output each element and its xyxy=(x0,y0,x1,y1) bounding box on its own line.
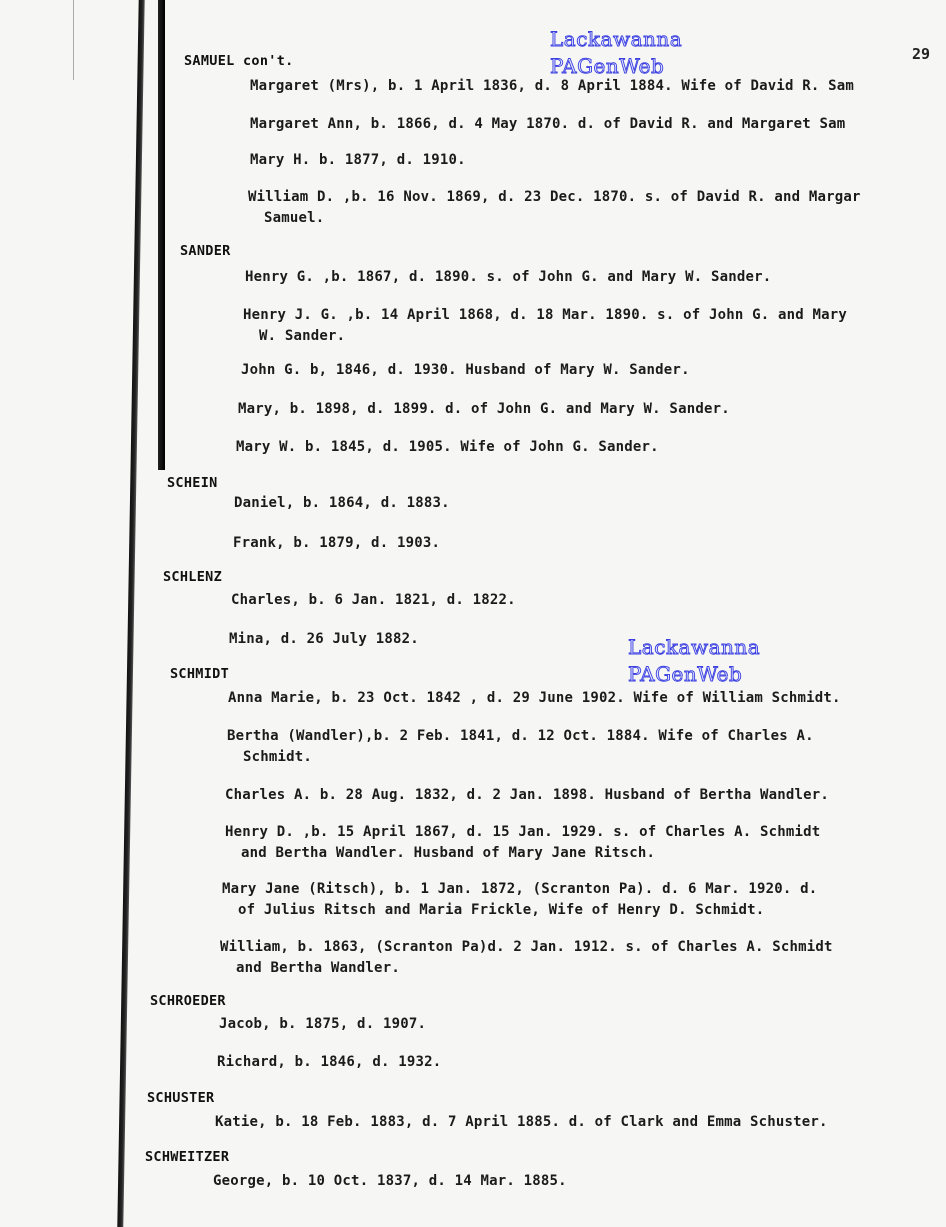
watermark-middle xyxy=(628,634,760,688)
entry-continuation: Schmidt. xyxy=(243,749,313,765)
entry xyxy=(225,822,820,864)
entry-continuation: and Bertha Wandler. Husband of Mary Jane Ritsch. xyxy=(241,845,656,861)
watermark-line1: Lackawanna xyxy=(550,27,683,51)
entry xyxy=(250,114,845,135)
entry xyxy=(250,76,854,97)
watermark-line2: PAGenWeb xyxy=(550,54,665,78)
entry xyxy=(225,785,829,806)
watermark-top xyxy=(550,26,682,80)
binding-edge xyxy=(117,0,144,1227)
entry xyxy=(217,1052,441,1073)
entry-line: Margaret Ann, b. 1866, d. 4 May 1870. d. of David R. and Margaret Sam xyxy=(250,116,846,132)
entry-line: Bertha (Wandler),b. 2 Feb. 1841, d. 12 Oct. 1884. Wife of Charles A. xyxy=(227,728,814,744)
entry-line: Mary W. b. 1845, d. 1905. Wife of John G. Sander. xyxy=(236,439,659,455)
entry-line: Henry D. ,b. 15 April 1867, d. 15 Jan. 1929. s. of Charles A. Schmidt xyxy=(225,824,821,840)
entry xyxy=(250,150,466,171)
entry xyxy=(222,879,817,921)
entry xyxy=(228,688,841,709)
entry xyxy=(245,267,771,288)
entry xyxy=(238,399,730,420)
surname-heading: SCHUSTER xyxy=(147,1090,215,1106)
surname-heading: SCHLENZ xyxy=(163,569,222,585)
entry-line: Mina, d. 26 July 1882. xyxy=(229,631,419,647)
binding-edge-upper xyxy=(158,0,165,470)
entry-line: Mary Jane (Ritsch), b. 1 Jan. 1872, (Scranton Pa). d. 6 Mar. 1920. d. xyxy=(222,881,818,897)
entry xyxy=(231,590,516,611)
entry-line: Mary, b. 1898, d. 1899. d. of John G. and Mary W. Sander. xyxy=(238,401,730,417)
surname-heading: SCHMIDT xyxy=(170,666,229,682)
entry-continuation: of Julius Ritsch and Maria Frickle, Wife of Henry D. Schmidt. xyxy=(238,902,765,918)
entry xyxy=(248,187,861,229)
entry-line: William D. ,b. 16 Nov. 1869, d. 23 Dec. 1870. s. of David R. and Margar xyxy=(248,189,861,205)
entry xyxy=(236,437,659,458)
surname-heading: SANDER xyxy=(180,243,231,259)
entry-line: Anna Marie, b. 23 Oct. 1842 , d. 29 June 1902. Wife of William Schmidt. xyxy=(228,690,841,706)
entry xyxy=(234,493,450,514)
entry xyxy=(243,305,847,347)
watermark-line2: PAGenWeb xyxy=(628,662,743,686)
entry-line: George, b. 10 Oct. 1837, d. 14 Mar. 1885. xyxy=(213,1173,567,1189)
surname-heading: SCHWEITZER xyxy=(145,1149,230,1165)
entry xyxy=(215,1112,828,1133)
entry xyxy=(229,629,419,650)
entry-continuation: and Bertha Wandler. xyxy=(236,960,400,976)
watermark-line1: Lackawanna xyxy=(628,635,761,659)
entry-line: John G. b, 1846, d. 1930. Husband of Mary W. Sander. xyxy=(241,362,690,378)
entry xyxy=(227,726,814,768)
entry-line: Daniel, b. 1864, d. 1883. xyxy=(234,495,450,511)
entry-continuation: Samuel. xyxy=(264,210,325,226)
entry-line: Henry G. ,b. 1867, d. 1890. s. of John G. and Mary W. Sander. xyxy=(245,269,772,285)
entry-line: Charles A. b. 28 Aug. 1832, d. 2 Jan. 1898. Husband of Bertha Wandler. xyxy=(225,787,830,803)
entry xyxy=(220,937,833,979)
surname-heading: SCHROEDER xyxy=(150,993,226,1009)
entry-line: Mary H. b. 1877, d. 1910. xyxy=(250,152,466,168)
entry-line: William, b. 1863, (Scranton Pa)d. 2 Jan. 1912. s. of Charles A. Schmidt xyxy=(220,939,833,955)
surname-heading: SAMUEL con't. xyxy=(184,53,294,69)
entry-line: Katie, b. 18 Feb. 1883, d. 7 April 1885. d. of Clark and Emma Schuster. xyxy=(215,1114,828,1130)
entry xyxy=(233,533,440,554)
entry-line: Margaret (Mrs), b. 1 April 1836, d. 8 April 1884. Wife of David R. Sam xyxy=(250,78,855,94)
entry xyxy=(219,1014,426,1035)
entry-line: Henry J. G. ,b. 14 April 1868, d. 18 Mar. 1890. s. of John G. and Mary xyxy=(243,307,848,323)
entry xyxy=(213,1171,567,1192)
page-number: 29 xyxy=(912,45,931,63)
entry-line: Charles, b. 6 Jan. 1821, d. 1822. xyxy=(231,592,516,608)
entry-line: Richard, b. 1846, d. 1932. xyxy=(217,1054,442,1070)
entry-line: Frank, b. 1879, d. 1903. xyxy=(233,535,441,551)
entry xyxy=(241,360,690,381)
entry-continuation: W. Sander. xyxy=(259,328,346,344)
entry-line: Jacob, b. 1875, d. 1907. xyxy=(219,1016,427,1032)
binding-shadow xyxy=(73,0,74,80)
surname-heading: SCHEIN xyxy=(167,475,218,491)
